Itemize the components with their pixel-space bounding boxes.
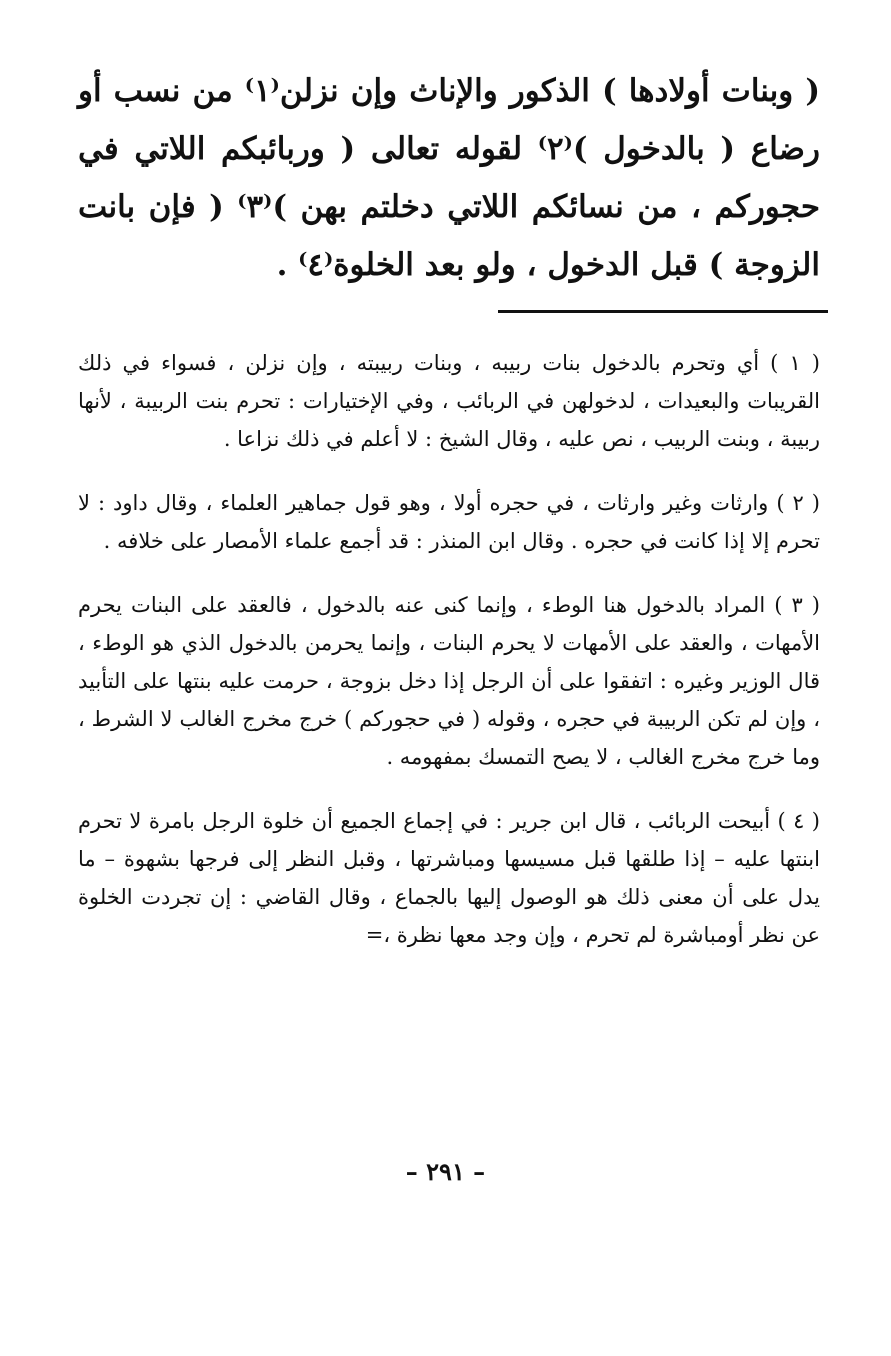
page-number: – ٢٩١ – [405, 1157, 486, 1186]
footnote-1: ( ١ ) أي وتحرم بالدخول بنات ربيبه ، وبنات ربيبته ، وإن نزلن ، فسواء في ذلك القريبات والبعيدات ، لدخولهن في الربائب ، وفي الإختيارات : تحرم بنت الربيبة ، لأنها ربيبة ، وبنت الربيب ، نص عليه ، وقال الشيخ : لا أعلم في ذلك نزاعا . [78, 351, 820, 451]
footnotes [78, 344, 820, 980]
footnote-separator [498, 310, 828, 313]
footnote-2: ( ٢ ) وارثات وغير وارثات ، في حجره أولا ، وهو قول جماهير العلماء ، وقال داود : لا تحرم إلا إذا كانت في حجره . وقال ابن المنذر : قد أجمع علماء الأمصار على خلافه . [78, 491, 820, 553]
footnote-4: ( ٤ ) أبيحت الربائب ، قال ابن جرير : في إجماع الجميع أن خلوة الرجل بامرة لا تحرم ابنتها عليه – إذا طلقها قبل مسيسها ومباشرتها ، وقبل النظر إلى فرجها بشهوة – ما يدل على أن معنى ذلك هو الوصول إليها بالجماع ، وقال القاضي : إن تجردت الخلوة عن نظر أومباشرة لم تحرم ، وإن وجد معها نظرة ،= [78, 809, 820, 947]
footnote-3: ( ٣ ) المراد بالدخول هنا الوطء ، وإنما كنى عنه بالدخول ، فالعقد على البنات يحرم الأمهات ، والعقد على الأمهات لا يحرم البنات ، وإنما يحرمن بالدخول الذي هو الوطء ، قال الوزير وغيره : اتفقوا على أن الرجل إذا دخل بزوجة ، حرمت عليه بنتها على التأبيد ، وإن لم تكن الربيبة في حجره ، وقوله ( في حجوركم ) خرج مخرج الغالب لا الشرط ، وما خرج مخرج الغالب ، لا يصح التمسك بمفهومه . [78, 593, 821, 769]
main-text: ( وبنات أولادها ) الذكور والإناث وإن نزلن⁽١⁾ من نسب أو رضاع ( بالدخول )⁽٢⁾ لقوله تعالى ( وربائبكم اللاتي في حجوركم ، من نسائكم اللاتي دخلتم بهن )⁽٣⁾ ( فإن بانت الزوجة ) قبل الدخول ، ولو بعد الخلوة⁽٤⁾ . [78, 73, 821, 283]
page-body [78, 62, 821, 947]
